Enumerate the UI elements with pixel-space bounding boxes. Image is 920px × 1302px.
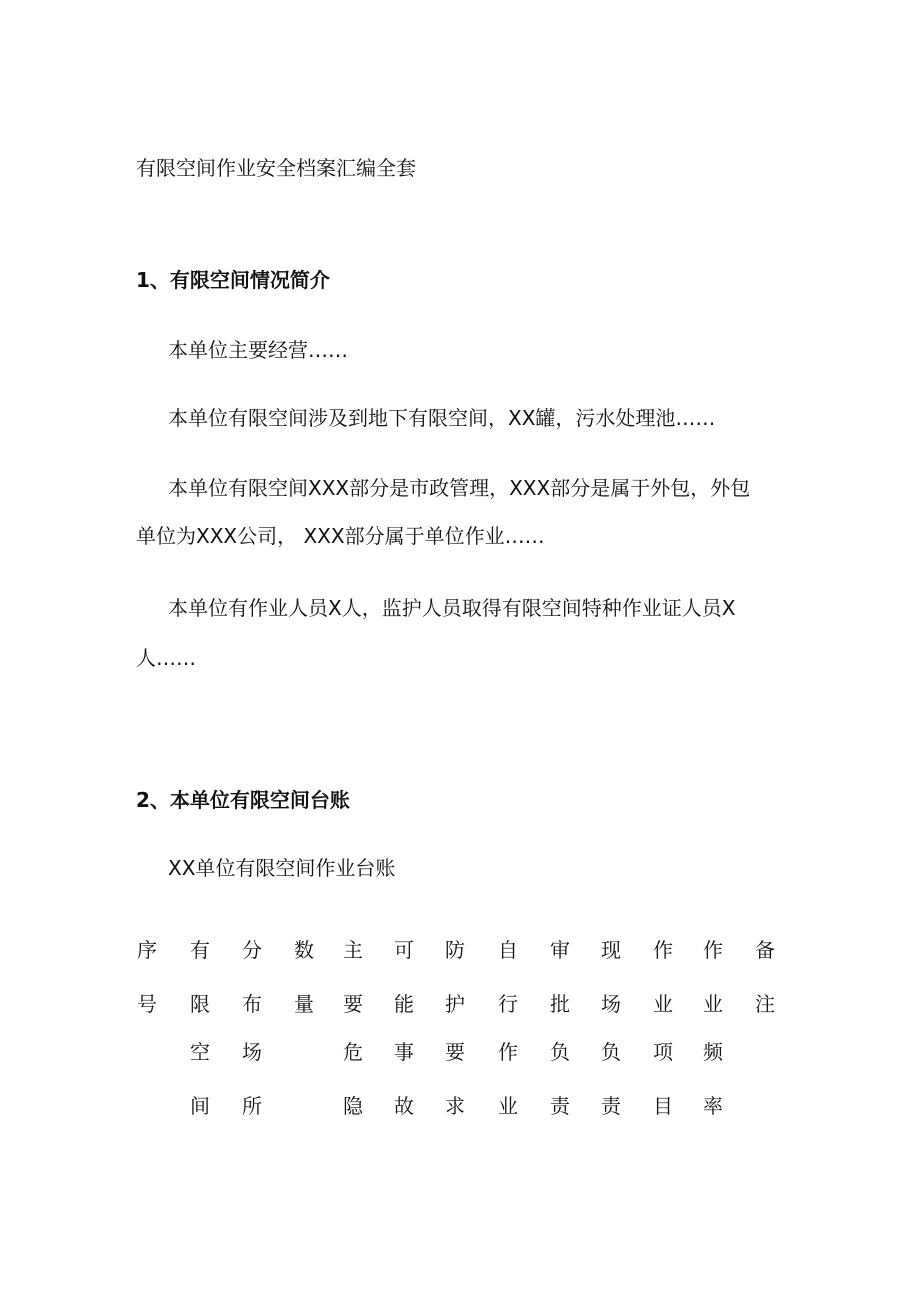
table-header-char: 备 [755, 938, 775, 962]
table-header-char: 审 [550, 938, 570, 962]
table-header-char: 现 [601, 938, 621, 962]
table-header-char: 可 [394, 938, 414, 962]
table-header-char: 业 [653, 992, 673, 1016]
table-header-char: 布 [242, 992, 262, 1016]
table-header-char: 量 [294, 992, 314, 1016]
table-header-char: 故 [394, 1094, 414, 1118]
table-header-char: 业 [703, 992, 723, 1016]
table-header-char: 序 [137, 938, 157, 962]
table-header-char: 数 [294, 938, 314, 962]
table-header-char: 主 [343, 938, 363, 962]
table-header-char: 自 [498, 938, 518, 962]
table-header-char: 作 [653, 938, 673, 962]
table-header-char: 负 [550, 1040, 570, 1064]
table-header-char: 护 [445, 992, 465, 1016]
table-header-char: 负 [601, 1040, 621, 1064]
table-header-char: 隐 [343, 1094, 363, 1118]
table-header-char: 危 [343, 1040, 363, 1064]
table-header-char: 分 [242, 938, 262, 962]
table-header-char: 作 [703, 938, 723, 962]
table-header-char: 有 [190, 938, 210, 962]
table-header-char: 行 [498, 992, 518, 1016]
table-header-char: 要 [343, 992, 363, 1016]
section2-heading: 2、本单位有限空间台账 [136, 788, 350, 812]
section1-paragraph-2: 本单位有限空间涉及到地下有限空间，XX罐，污水处理池…… [168, 406, 716, 430]
table-header-char: 间 [190, 1094, 210, 1118]
document-title: 有限空间作业安全档案汇编全套 [136, 156, 416, 180]
ledger-table-title: XX单位有限空间作业台账 [168, 856, 396, 880]
table-header-char: 责 [550, 1094, 570, 1118]
table-header-char: 责 [601, 1094, 621, 1118]
table-header-char: 作 [498, 1040, 518, 1064]
table-header-char: 限 [190, 992, 210, 1016]
table-header-char: 目 [653, 1094, 673, 1118]
table-header-char: 频 [703, 1040, 723, 1064]
section1-paragraph-3-line-1: 本单位有限空间XXX部分是市政管理，XXX部分是属于外包，外包 [168, 476, 751, 500]
table-header-char: 场 [242, 1040, 262, 1064]
section1-paragraph-1: 本单位主要经营…… [168, 338, 348, 362]
table-header-char: 所 [242, 1094, 262, 1118]
table-header-char: 求 [445, 1094, 465, 1118]
table-header-char: 场 [601, 992, 621, 1016]
table-header-char: 项 [653, 1040, 673, 1064]
table-header-char: 号 [137, 992, 157, 1016]
table-header-char: 率 [703, 1094, 723, 1118]
section1-heading: 1、有限空间情况简介 [136, 268, 330, 292]
table-header-char: 注 [755, 992, 775, 1016]
table-header-char: 能 [394, 992, 414, 1016]
table-header-char: 业 [498, 1094, 518, 1118]
table-header-char: 防 [445, 938, 465, 962]
table-header-char: 事 [394, 1040, 414, 1064]
table-header-char: 批 [550, 992, 570, 1016]
table-header-char: 空 [190, 1040, 210, 1064]
section1-paragraph-3-line-2: 单位为XXX公司， XXX部分属于单位作业…… [136, 524, 545, 548]
table-header-char: 要 [445, 1040, 465, 1064]
section1-paragraph-4-line-2: 人…… [136, 646, 196, 670]
section1-paragraph-4-line-1: 本单位有作业人员X人，监护人员取得有限空间特种作业证人员X [168, 596, 736, 620]
